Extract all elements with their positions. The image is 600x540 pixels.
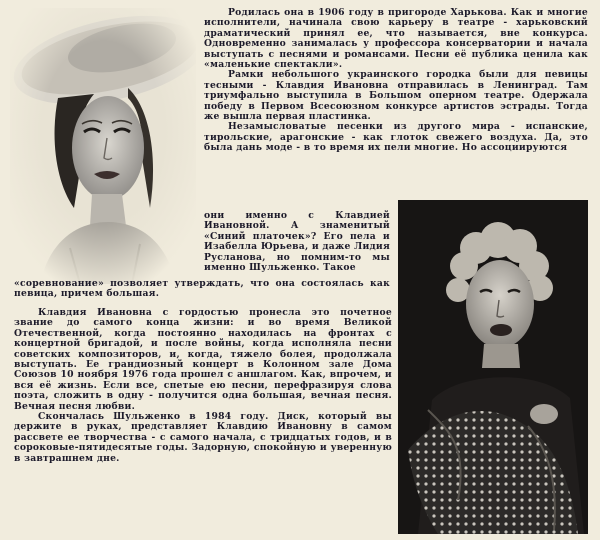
stage-photo-singer-image	[398, 200, 588, 534]
paragraph-songs-start: Незамысловатые песенки из другого мира - испанские, тирольские, арагонские - как глоток свежего воздуха. Да, это была дань моде - в то время их пели многие. Но ассоциируются	[204, 121, 588, 154]
paragraph-songs-end: «соревнование» позволяет утверждать, что она состоялась как певица, причем большая.	[14, 278, 390, 300]
portrait-photo-hat-image	[10, 8, 196, 284]
paragraph-leningrad: Рамки небольшого украинского городка были для певицы тесными - Клавдия Ивановна отправилась в Ленинград. Там триумфально выступила в Большом оперном театре. Одержала победу в Первом Всесоюзном конкурсе артистов эстрады. Тогда же вышла первая пластинка.	[204, 69, 588, 123]
wide-text-block-bottom	[14, 308, 392, 464]
paragraph-songs-middle: они именно с Клавдией Ивановной. А знаменитый «Синий платочек»? Его пела и Изабелла Юрьева, и даже Лидия Русланова, но помним-то мы именно Шульженко. Такое	[204, 210, 390, 274]
stage-photo-singer	[398, 200, 588, 534]
narrow-text-block	[204, 211, 390, 273]
paragraph-birth: Родилась она в 1906 году в пригороде Харькова. Как и многие исполнители, начинала свою карьеру в театре - харьковский драматический принял ее, что называется, вне конкурса. Одновременно занималась у профессора консерватории и начала выступать с песнями и романсами. Песни её публика ценила как «маленькие спектакли».	[204, 7, 588, 71]
paragraph-title-pride: Клавдия Ивановна с гордостью пронесла это почетное звание до самого конца жизни: и во время Великой Отечественной, когда постоянно находилась на фронтах с концертной бригадой, и после войны, когда исполняла песни советских композиторов, и, когда, тяжело болея, продолжала выступать. Ее грандиозный концерт в Колонном зале Дома Союзов 10 ноября 1976 года прошел с аншлагом. Как, впрочем, и вся её жизнь. Если все, спетые ею песни, перефразируя слова поэта, сложить в одну - получится одна большая, вечная песня. Вечная песня любви.	[14, 307, 392, 412]
paragraph-death-disc: Скончалась Шульженко в 1984 году. Диск, который вы держите в руках, представляет Клавдию Ивановну в самом рассвете ее творчества - с самого начала, с тридцатых годов, и в сороковые-пятидесятые годы. Задорную, спокойную и уверенную в завтрашнем дне.	[14, 411, 392, 464]
intro-text-block	[204, 8, 588, 154]
wide-text-block-top	[14, 279, 390, 300]
portrait-photo-hat	[10, 8, 196, 284]
